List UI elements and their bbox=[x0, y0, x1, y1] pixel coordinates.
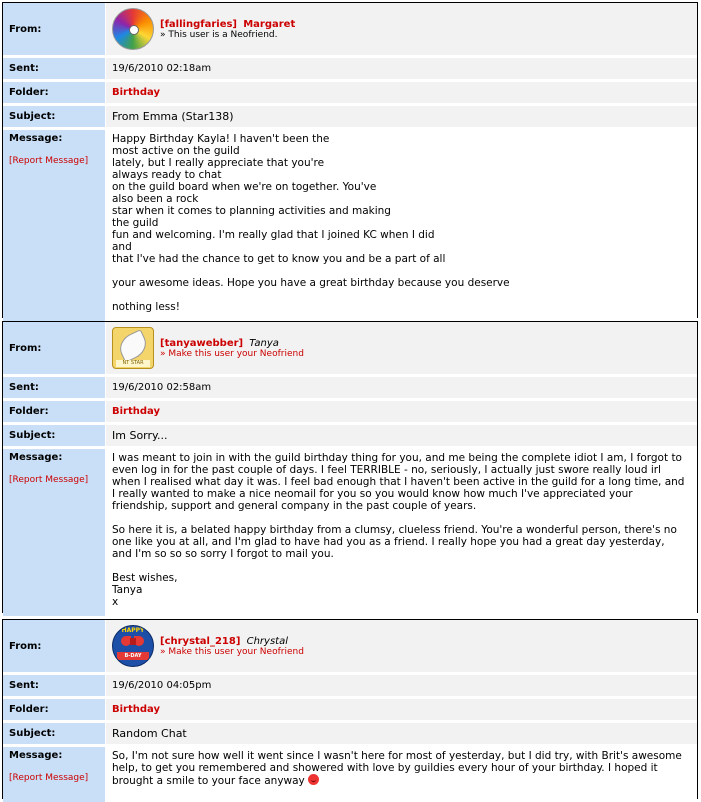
folder-value: Birthday bbox=[112, 406, 160, 417]
neofriend-note: » This user is a Neofriend. bbox=[160, 29, 278, 40]
sent-value: 19/6/2010 02:58am bbox=[106, 377, 697, 398]
from-label: From: bbox=[3, 3, 106, 55]
color-wheel-avatar[interactable] bbox=[112, 8, 154, 50]
sent-label: Sent: bbox=[3, 58, 106, 79]
subject-value: Im Sorry... bbox=[106, 425, 697, 446]
folder-value: Birthday bbox=[112, 87, 160, 98]
message-card-1 bbox=[2, 2, 698, 318]
message-body: I was meant to join in with the guild birthday thing for you, and me being the complete idiot I am, I forgot to even log in for the past couple of days. I feel TERRIBLE - no, seriously, I actually just swore really loud irl when I realised what day it was. I feel bad enough that I haven't been active in the guild for a long time, and I really wanted to make a nice neomail for you so you would know how much I've appreciated your friendship, support and general company in the past couple of years. So here it is, a belated happy birthday from a clumsy, clueless friend. You're a wonderful person, there's no one like you at all, and I'm glad to have had you as a friend. I really hope you had a great day yesterday, and I'm so so so sorry I forgot to mail you. Best wishes, Tanya x bbox=[112, 452, 685, 608]
folder-label: Folder: bbox=[3, 401, 106, 422]
sender-username[interactable]: [fallingfaries] bbox=[160, 18, 237, 30]
subject-value: From Emma (Star138) bbox=[106, 106, 697, 127]
sent-value: 19/6/2010 04:05pm bbox=[106, 675, 697, 696]
message-card-3 bbox=[2, 619, 698, 799]
sender-realname: Margaret bbox=[243, 18, 296, 30]
message-label: Message: bbox=[9, 133, 63, 144]
sender-username[interactable]: [chrystal_218] bbox=[160, 635, 241, 647]
folder-label: Folder: bbox=[3, 699, 106, 720]
sent-label: Sent: bbox=[3, 675, 106, 696]
birthday-bow-avatar[interactable]: HAPPY B-DAY bbox=[112, 625, 154, 667]
sent-value: 19/6/2010 02:18am bbox=[106, 58, 697, 79]
folder-label: Folder: bbox=[3, 82, 106, 103]
sender-realname: Tanya bbox=[249, 337, 279, 349]
make-neofriend-link[interactable]: » Make this user your Neofriend bbox=[160, 646, 304, 657]
subject-label: Subject: bbox=[3, 723, 106, 744]
from-label: From: bbox=[3, 620, 106, 672]
message-label: Message: bbox=[9, 750, 63, 761]
sent-label: Sent: bbox=[3, 377, 106, 398]
from-label: From: bbox=[3, 322, 106, 374]
make-neofriend-link[interactable]: » Make this user your Neofriend bbox=[160, 348, 304, 359]
folder-value: Birthday bbox=[112, 704, 160, 715]
report-message-link[interactable]: [Report Message] bbox=[9, 475, 89, 485]
sender-realname: Chrystal bbox=[246, 635, 288, 647]
report-message-link[interactable]: [Report Message] bbox=[9, 156, 89, 166]
message-body: So, I'm not sure how well it went since I wasn't here for most of yesterday, but I did try, with Brit's awesome help, to get you remembered and showered with love by guildies every hour of your birthday. I hoped it brought a smile to your face anyway bbox=[112, 750, 682, 787]
subject-label: Subject: bbox=[3, 425, 106, 446]
smiley-icon bbox=[308, 774, 319, 785]
sender-username[interactable]: [tanyawebber] bbox=[160, 337, 244, 349]
report-message-link[interactable]: [Report Message] bbox=[9, 773, 89, 783]
message-card-2 bbox=[2, 321, 698, 613]
message-body: Happy Birthday Kayla! I haven't been the most active on the guild lately, but I really appreciate that you're always ready to chat on the guild board when we're on together. You've also been a rock star when it comes to planning activities and making the guild fun and welcoming. I'm really glad that I joined KC when I did and that I've had the chance to get to know you and be a part of all your awesome ideas. Hope you have a great birthday because you deserve nothing less! bbox=[112, 133, 510, 313]
subject-value: Random Chat bbox=[106, 723, 697, 744]
message-label: Message: bbox=[9, 452, 63, 463]
subject-label: Subject: bbox=[3, 106, 106, 127]
feather-star-avatar[interactable]: NT STAR bbox=[112, 327, 154, 369]
